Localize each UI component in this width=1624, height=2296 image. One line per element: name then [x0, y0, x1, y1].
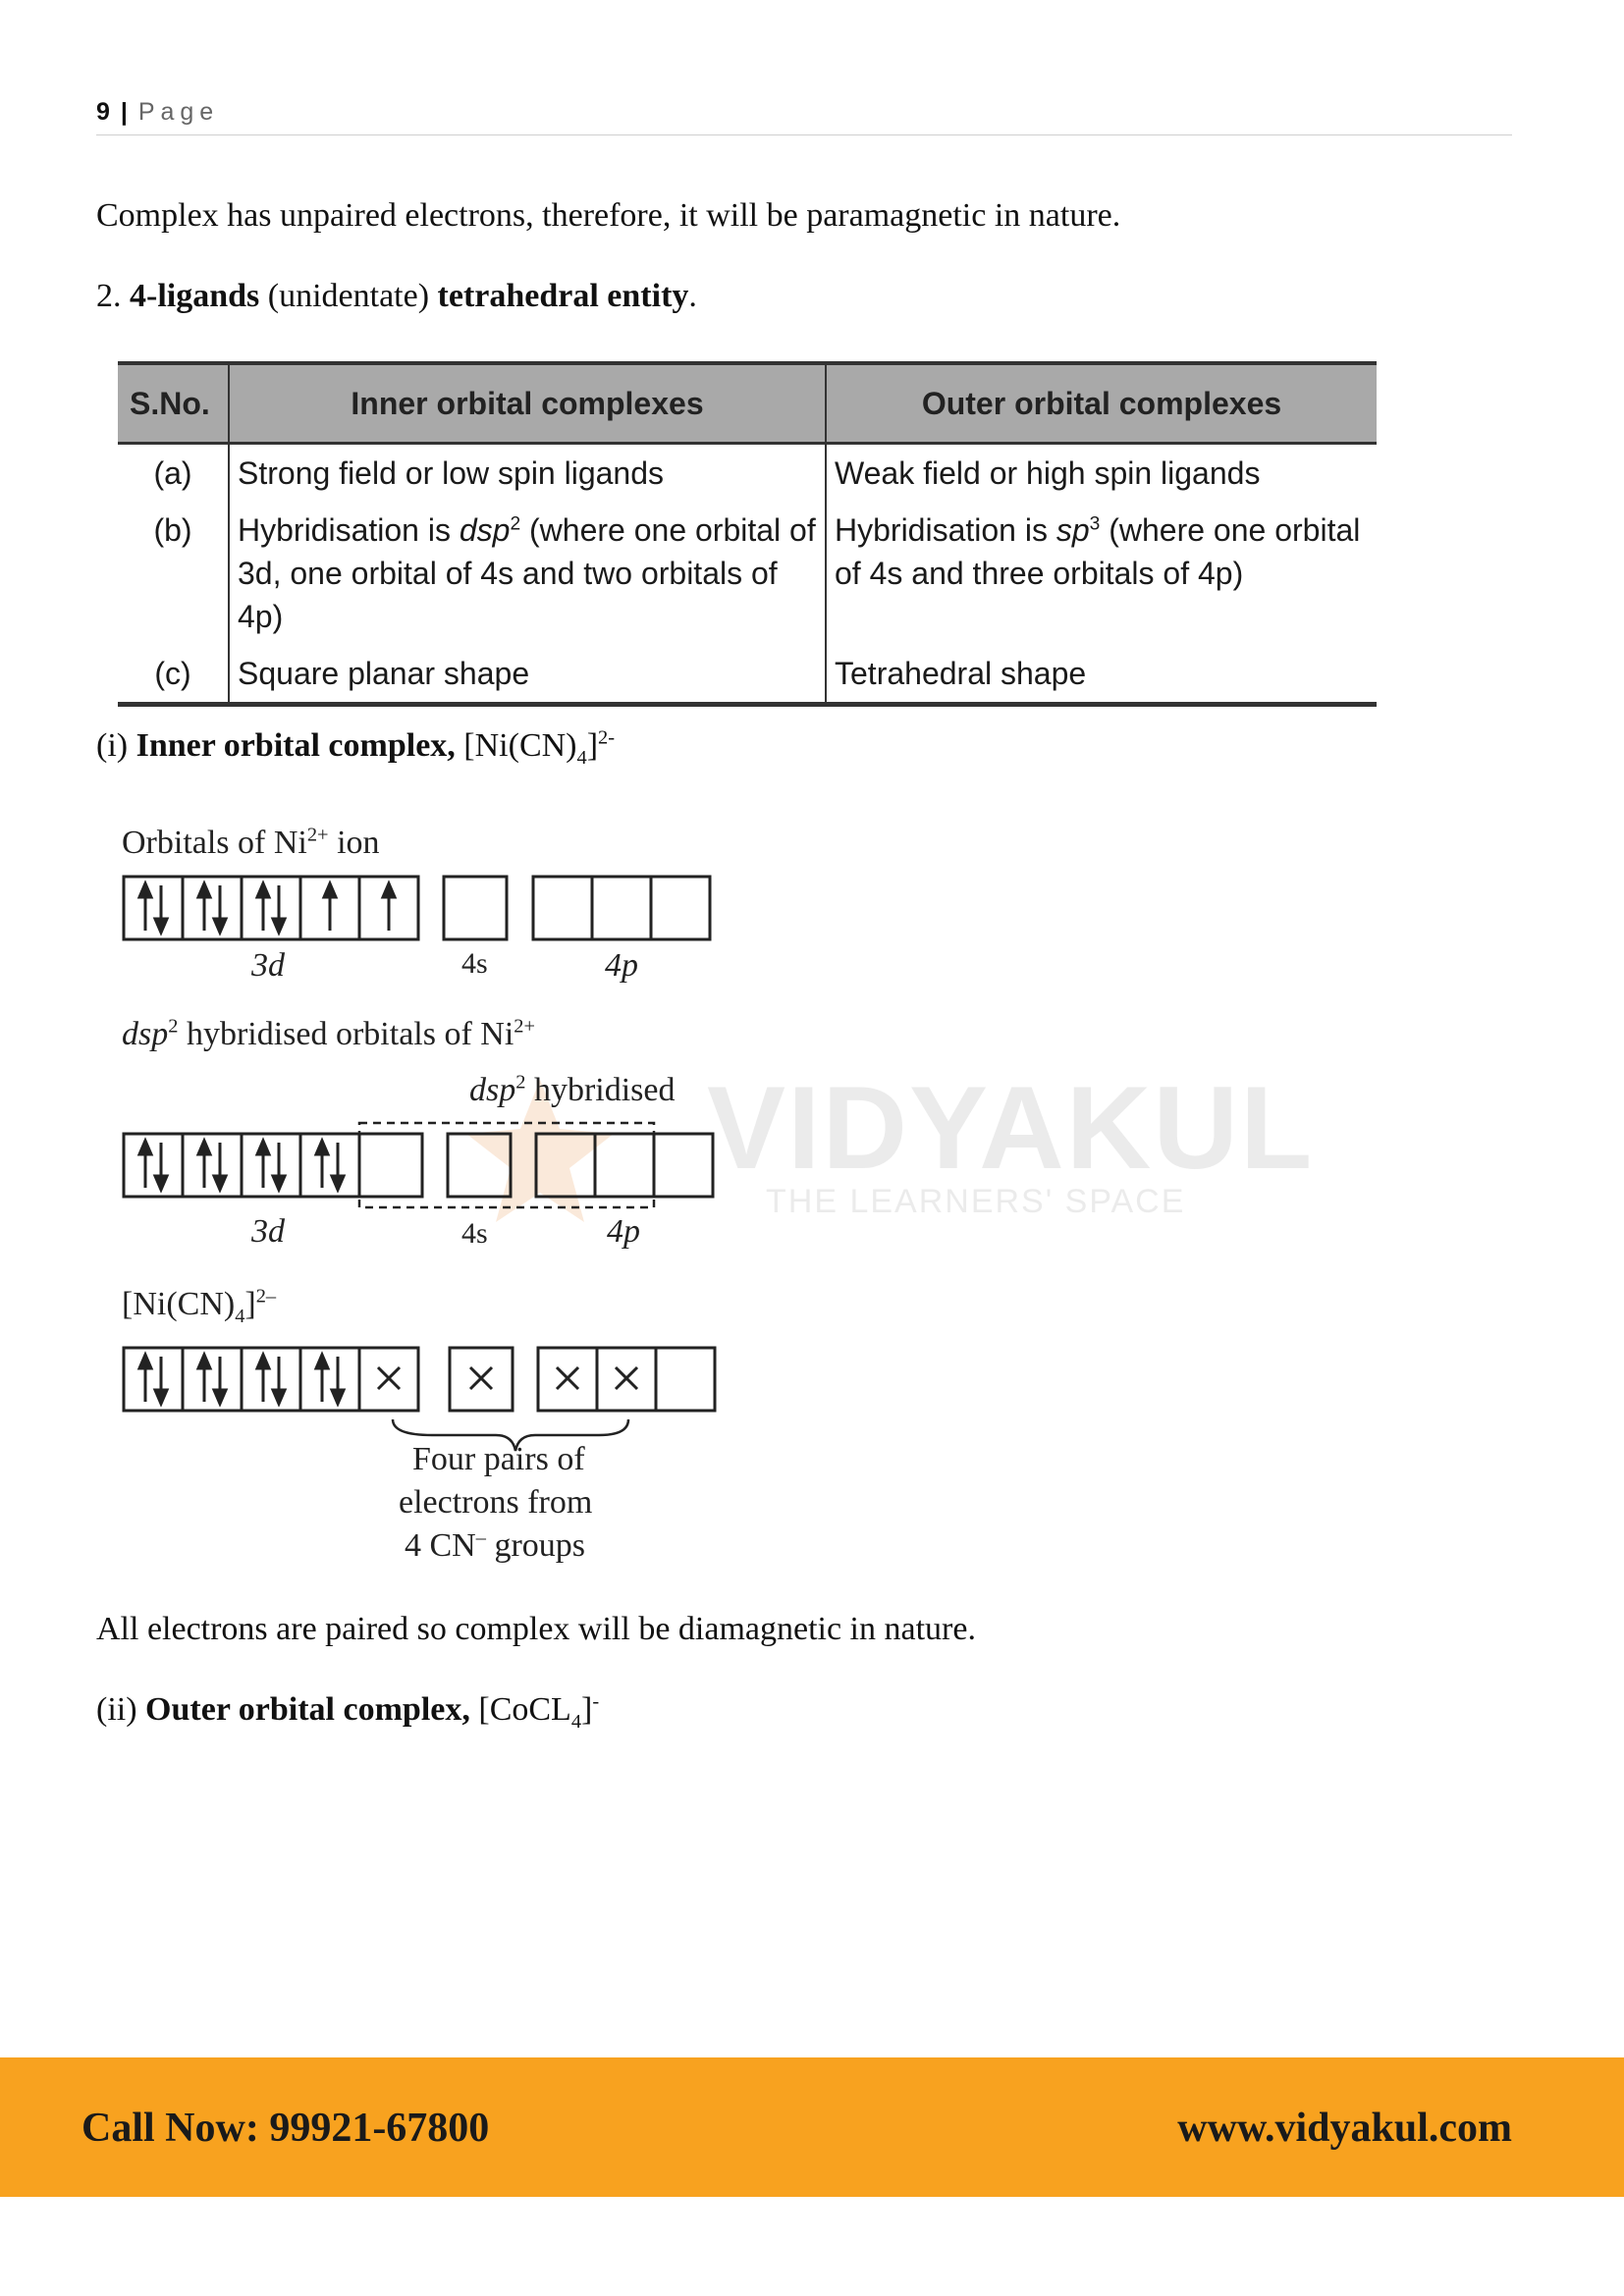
paired-electron-icon	[257, 883, 285, 933]
footer-banner	[0, 2057, 1624, 2197]
dsp2-hybridised-label: dsp$^2$ hybridised	[469, 1071, 676, 1108]
table-row	[118, 444, 1377, 503]
label-3d-row1: 3d	[251, 947, 285, 984]
footer-website-link[interactable]: www.vidyakul.com	[1177, 2106, 1512, 2151]
page-number: 9	[96, 98, 110, 126]
label-4p-row1: 4p	[605, 947, 638, 984]
diagram-title-ni-ion: Orbitals of $Ni^{2+}$ ion	[122, 824, 380, 861]
header-outer: Outer orbital complexes	[826, 363, 1377, 444]
single-electron-icon	[324, 883, 336, 931]
row-c-inner: Square planar shape	[229, 645, 826, 705]
cross-icon	[378, 1367, 400, 1389]
section-ii-formula: [CoCL$_4$]-	[478, 1690, 600, 1733]
section-i-formula: $[Ni(CN)_4]^{2-}$	[463, 726, 616, 769]
intro-paragraph: Complex has unpaired electrons, therefore, it will be paramagnetic in nature.	[96, 197, 1121, 234]
section-i-heading	[96, 726, 616, 769]
paired-electron-icon	[139, 1141, 167, 1190]
section-ii-heading	[96, 1690, 600, 1733]
note-line-3: 4 CN– groups	[405, 1526, 585, 1564]
row-c-sno: (c)	[154, 656, 191, 691]
paired-electron-icon	[257, 1141, 285, 1190]
diagram-title-complex: $[Ni(CN)_4]^{2-}$	[122, 1285, 277, 1327]
section-ii-bold: Outer orbital complex,	[145, 1691, 470, 1728]
ligand-cross-marks	[378, 1367, 637, 1389]
orbital-comparison-table	[118, 361, 1377, 707]
note-line-1: Four pairs of	[412, 1441, 585, 1477]
point-2-period: .	[688, 278, 697, 314]
paired-electron-icon	[139, 883, 167, 933]
paired-electron-icon	[198, 1141, 226, 1190]
cross-icon	[616, 1367, 637, 1389]
paired-electron-icon	[198, 883, 226, 933]
paired-electron-icon	[198, 1355, 226, 1404]
paired-electron-icon	[316, 1141, 344, 1190]
page-separator: |	[120, 98, 128, 126]
point-2-heading	[96, 277, 697, 316]
label-4s-row2: 4s	[461, 1217, 488, 1250]
header-sno: S.No.	[118, 363, 229, 444]
watermark-brand: VIDYAKUL	[707, 1062, 1315, 1194]
point-2-unidentate: (unidentate)	[267, 278, 430, 314]
table-row	[118, 645, 1377, 705]
point-2-number: 2.	[96, 278, 122, 314]
vidyakul-watermark	[412, 1060, 1315, 1256]
paired-electron-icon	[257, 1355, 285, 1404]
page-label: Page	[137, 98, 220, 126]
row-a-outer: Weak field or high spin ligands	[826, 444, 1377, 503]
page-header	[96, 98, 1512, 135]
label-4s-row1: 4s	[461, 947, 488, 980]
point-2-bold-entity: tetrahedral entity	[437, 278, 689, 314]
diamagnetic-conclusion: All electrons are paired so complex will be diamagnetic in nature.	[96, 1611, 976, 1647]
diagram-title-dsp2: dsp$^2$ hybridised orbitals of $Ni^{2+}$	[122, 1015, 535, 1052]
cross-icon	[557, 1367, 578, 1389]
paired-electron-icon	[139, 1355, 167, 1404]
row-c-outer: Tetrahedral shape	[826, 645, 1377, 705]
cross-icon	[470, 1367, 492, 1389]
row-b-sno: (b)	[153, 512, 192, 548]
row-b-inner: Hybridisation is dsp$^2$ (where one orbital of 3d, one orbital of 4s and two orbitals of 4p)	[229, 502, 826, 645]
label-3d-row2: 3d	[251, 1213, 285, 1250]
point-2-bold-ligands: 4-ligands	[130, 278, 260, 314]
footer-call-number[interactable]: Call Now: 99921-67800	[81, 2106, 490, 2151]
header-inner: Inner orbital complexes	[229, 363, 826, 444]
section-i-bold: Inner orbital complex,	[135, 727, 456, 764]
electron-arrows	[139, 883, 395, 1404]
single-electron-icon	[383, 883, 395, 931]
table-header-row	[118, 363, 1377, 444]
table-row	[118, 502, 1377, 645]
label-4p-row2: 4p	[607, 1213, 640, 1250]
section-i-prefix: (i)	[96, 727, 129, 764]
row-b-outer: Hybridisation is $sp^3$ (where one orbital of 4s and three orbitals of 4p)	[826, 502, 1377, 645]
paired-electron-icon	[316, 1355, 344, 1404]
section-ii-prefix: (ii)	[96, 1691, 137, 1728]
row-a-inner: Strong field or low spin ligands	[229, 444, 826, 503]
row-a-sno: (a)	[153, 455, 192, 491]
watermark-logo-icon	[432, 1060, 648, 1256]
note-line-2: electrons from	[399, 1484, 593, 1521]
watermark-tagline: THE LEARNERS' SPACE	[766, 1183, 1186, 1220]
